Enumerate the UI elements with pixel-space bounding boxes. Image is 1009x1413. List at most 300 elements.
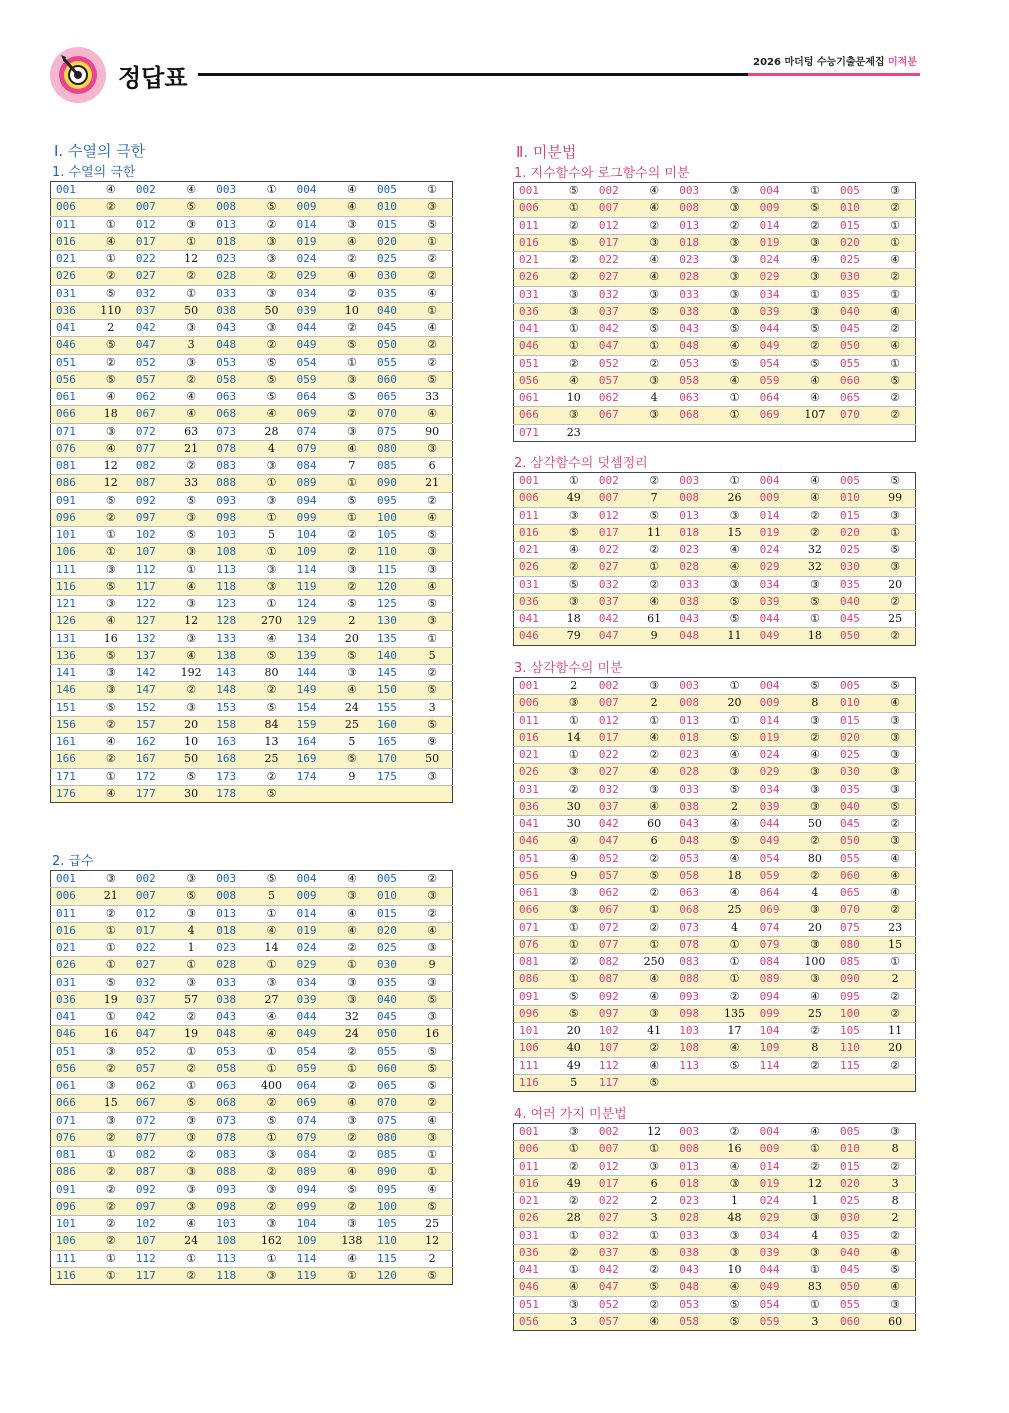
question-number: 093 <box>211 1181 251 1198</box>
answer-row <box>514 372 916 389</box>
answer-value: 5 <box>554 1074 594 1091</box>
question-number: 007 <box>594 1141 634 1158</box>
question-number: 077 <box>131 1129 171 1146</box>
answer-value: ⑤ <box>91 371 131 388</box>
answer-value: 83 <box>795 1279 835 1296</box>
answer-row <box>51 337 453 354</box>
answer-value: ① <box>714 473 754 490</box>
question-number: 035 <box>835 1227 875 1244</box>
answer-row <box>514 611 916 628</box>
question-number: 137 <box>131 647 171 664</box>
answer-value: ① <box>251 905 291 922</box>
answer-row <box>514 490 916 507</box>
answer-value: ② <box>875 1005 915 1022</box>
answer-value: 50 <box>251 302 291 319</box>
question-number: 065 <box>835 885 875 902</box>
answer-value: 21 <box>91 888 131 905</box>
answer-value <box>332 785 372 802</box>
question-number: 027 <box>131 957 171 974</box>
answer-value: ④ <box>714 885 754 902</box>
answer-value: ③ <box>714 183 754 200</box>
answer-value: 11 <box>875 1023 915 1040</box>
answer-value: ② <box>91 199 131 216</box>
answer-value: ⑤ <box>332 647 372 664</box>
answer-value: ⑤ <box>795 200 835 217</box>
answer-value: 6 <box>412 458 452 475</box>
question-number: 088 <box>211 475 251 492</box>
answer-value: ② <box>875 200 915 217</box>
question-number: 018 <box>211 922 251 939</box>
question-number: 021 <box>514 542 554 559</box>
answer-value: ④ <box>875 1244 915 1261</box>
answer-value: 60 <box>634 816 674 833</box>
question-number: 003 <box>674 473 714 490</box>
question-number: 051 <box>51 1043 91 1060</box>
answer-value: ③ <box>634 286 674 303</box>
answer-row <box>514 269 916 286</box>
question-number: 100 <box>372 509 412 526</box>
question-number: 101 <box>51 527 91 544</box>
answer-value: 18 <box>91 406 131 423</box>
question-number: 008 <box>674 695 714 712</box>
question-number: 032 <box>131 974 171 991</box>
question-number: 075 <box>372 423 412 440</box>
answer-row <box>51 182 453 199</box>
question-number: 028 <box>674 764 714 781</box>
answer-value: ① <box>714 954 754 971</box>
answer-value: ② <box>251 768 291 785</box>
answer-value: ① <box>875 524 915 541</box>
answer-value: ② <box>554 1193 594 1210</box>
question-number: 062 <box>594 390 634 407</box>
question-number: 002 <box>131 182 171 199</box>
question-number: 052 <box>594 355 634 372</box>
question-number: 053 <box>211 354 251 371</box>
answer-row <box>514 1040 916 1057</box>
question-number: 140 <box>372 647 412 664</box>
question-number: 058 <box>211 371 251 388</box>
question-number: 034 <box>755 1227 795 1244</box>
answer-value: ③ <box>714 252 754 269</box>
question-number: 031 <box>51 974 91 991</box>
answer-value: 2 <box>634 1193 674 1210</box>
answer-value: ⑤ <box>251 785 291 802</box>
answer-value: ⑤ <box>171 527 211 544</box>
answer-value: 2 <box>91 320 131 337</box>
answer-value: ⑤ <box>251 389 291 406</box>
question-number: 044 <box>755 611 795 628</box>
answer-row <box>514 850 916 867</box>
answer-value: ② <box>332 544 372 561</box>
question-number: 069 <box>292 1095 332 1112</box>
question-number: 081 <box>51 1147 91 1164</box>
answer-value: ④ <box>634 988 674 1005</box>
question-number: 118 <box>211 578 251 595</box>
question-number: 019 <box>292 922 332 939</box>
question-number: 070 <box>372 406 412 423</box>
answer-value: 50 <box>171 751 211 768</box>
question-number: 041 <box>514 816 554 833</box>
answer-value: ④ <box>875 695 915 712</box>
answer-value: ① <box>251 1043 291 1060</box>
question-number: 068 <box>211 406 251 423</box>
question-number: 058 <box>211 1060 251 1077</box>
question-number: 119 <box>292 1267 332 1284</box>
question-number: 002 <box>594 183 634 200</box>
question-number: 006 <box>514 490 554 507</box>
question-number: 109 <box>755 1040 795 1057</box>
answer-value: 50 <box>795 816 835 833</box>
answer-value: ① <box>714 936 754 953</box>
answer-value: ③ <box>332 561 372 578</box>
question-number: 035 <box>835 576 875 593</box>
answer-value: ② <box>634 1296 674 1313</box>
answer-row <box>514 252 916 269</box>
answer-value: ④ <box>332 233 372 250</box>
question-number: 092 <box>594 988 634 1005</box>
answer-value: ③ <box>875 833 915 850</box>
answer-value: ① <box>251 957 291 974</box>
answer-value: ① <box>714 971 754 988</box>
answer-value: ③ <box>251 561 291 578</box>
answer-value: ② <box>554 559 594 576</box>
answer-value: ① <box>171 561 211 578</box>
answer-value: 5 <box>251 888 291 905</box>
answer-value: 20 <box>795 919 835 936</box>
answer-value: ④ <box>332 440 372 457</box>
answer-row <box>51 423 453 440</box>
question-number: 178 <box>211 785 251 802</box>
question-number: 008 <box>674 1141 714 1158</box>
answer-row <box>514 971 916 988</box>
answer-row <box>514 321 916 338</box>
answer-value: ④ <box>875 850 915 867</box>
question-number: 048 <box>211 1026 251 1043</box>
page-header <box>0 0 1009 120</box>
question-number: 038 <box>211 302 251 319</box>
question-number: 152 <box>131 699 171 716</box>
answer-value: ④ <box>634 971 674 988</box>
question-number: 139 <box>292 647 332 664</box>
answer-row <box>51 699 453 716</box>
answer-value: ③ <box>795 971 835 988</box>
question-number: 082 <box>131 458 171 475</box>
question-number: 029 <box>755 1210 795 1227</box>
question-number: 036 <box>514 798 554 815</box>
answer-value: ② <box>91 1233 131 1250</box>
answer-value: ③ <box>634 781 674 798</box>
answer-value: 2 <box>714 798 754 815</box>
answer-row <box>51 1181 453 1198</box>
answer-value: 49 <box>554 1175 594 1192</box>
question-number: 013 <box>674 1158 714 1175</box>
answer-value: ③ <box>251 458 291 475</box>
answer-value: ③ <box>412 940 452 957</box>
question-number: 075 <box>835 919 875 936</box>
answer-value: ③ <box>795 303 835 320</box>
answer-value: ② <box>171 1147 211 1164</box>
answer-value: ⑤ <box>171 768 211 785</box>
question-number: 051 <box>514 850 554 867</box>
question-number: 130 <box>372 613 412 630</box>
answer-value: ④ <box>412 509 452 526</box>
question-number: 044 <box>755 816 795 833</box>
answer-value: ② <box>251 682 291 699</box>
answer-value: ④ <box>795 490 835 507</box>
answer-row <box>51 1026 453 1043</box>
answer-value: 9 <box>554 867 594 884</box>
question-number: 084 <box>292 1147 332 1164</box>
answer-row <box>514 355 916 372</box>
question-number: 123 <box>211 596 251 613</box>
question-number: 073 <box>211 1112 251 1129</box>
question-number: 025 <box>835 1193 875 1210</box>
question-number: 052 <box>594 1296 634 1313</box>
question-number: 015 <box>835 507 875 524</box>
question-number: 129 <box>292 613 332 630</box>
question-number: 161 <box>51 734 91 751</box>
answer-value: 3 <box>412 699 452 716</box>
answer-value: ③ <box>412 613 452 630</box>
question-number: 095 <box>835 988 875 1005</box>
question-number: 083 <box>674 954 714 971</box>
answer-value: ① <box>554 338 594 355</box>
question-number: 056 <box>51 1060 91 1077</box>
answer-row <box>514 1158 916 1175</box>
answer-value: 12 <box>795 1175 835 1192</box>
question-number: 115 <box>835 1057 875 1074</box>
answer-value: ③ <box>171 1112 211 1129</box>
answer-value: ② <box>795 1158 835 1175</box>
answer-value: ① <box>634 338 674 355</box>
question-number: 127 <box>131 613 171 630</box>
question-number: 169 <box>292 751 332 768</box>
answer-value: ⑤ <box>251 371 291 388</box>
question-number: 051 <box>514 1296 554 1313</box>
question-number: 020 <box>835 524 875 541</box>
question-number: 031 <box>514 286 554 303</box>
question-number: 011 <box>514 1158 554 1175</box>
question-number: 022 <box>131 251 171 268</box>
answer-value: ① <box>634 1141 674 1158</box>
question-number: 101 <box>514 1023 554 1040</box>
answer-value: ② <box>634 473 674 490</box>
question-number: 015 <box>835 217 875 234</box>
question-number: 068 <box>674 407 714 424</box>
question-number: 069 <box>755 902 795 919</box>
answer-value: ③ <box>875 1124 915 1141</box>
answer-value: ⑤ <box>332 492 372 509</box>
section-title-various-derivatives: 4. 여러 가지 미분법 <box>514 1107 627 1122</box>
answer-value: ③ <box>171 354 211 371</box>
answer-value: ② <box>332 1198 372 1215</box>
answer-value: 15 <box>714 524 754 541</box>
answer-value: ② <box>332 1129 372 1146</box>
answer-value: ② <box>875 407 915 424</box>
title-divider-accent <box>748 73 920 76</box>
question-number: 093 <box>674 988 714 1005</box>
answer-value: ① <box>91 1267 131 1284</box>
answer-value: ② <box>412 354 452 371</box>
question-number: 170 <box>372 751 412 768</box>
question-number: 022 <box>594 1193 634 1210</box>
question-number: 027 <box>594 269 634 286</box>
answer-row <box>514 303 916 320</box>
question-number: 094 <box>755 988 795 1005</box>
answer-value: ④ <box>91 440 131 457</box>
question-number: 053 <box>211 1043 251 1060</box>
answer-value: ⑤ <box>634 1279 674 1296</box>
answer-value: 7 <box>634 490 674 507</box>
question-number: 005 <box>835 183 875 200</box>
question-number: 018 <box>674 524 714 541</box>
answer-value: ⑤ <box>795 678 835 695</box>
answer-value: ⑤ <box>412 527 452 544</box>
answer-row <box>514 473 916 490</box>
question-number: 088 <box>674 971 714 988</box>
answer-row <box>51 1060 453 1077</box>
question-number: 004 <box>755 183 795 200</box>
question-number: 049 <box>292 1026 332 1043</box>
answer-value: 84 <box>251 716 291 733</box>
answer-value: ④ <box>251 922 291 939</box>
answer-row <box>51 509 453 526</box>
question-number: 051 <box>514 355 554 372</box>
question-number: 019 <box>755 729 795 746</box>
question-number: 074 <box>292 1112 332 1129</box>
answer-value: 10 <box>332 302 372 319</box>
question-number: 060 <box>372 1060 412 1077</box>
question-number: 056 <box>514 867 554 884</box>
question-number: 135 <box>372 630 412 647</box>
question-number: 025 <box>372 940 412 957</box>
question-number: 045 <box>835 611 875 628</box>
answer-value: ① <box>795 1262 835 1279</box>
answer-value: ④ <box>634 252 674 269</box>
answer-value: ③ <box>714 303 754 320</box>
answer-value: ⑤ <box>412 1198 452 1215</box>
answer-value: ④ <box>412 285 452 302</box>
question-number: 016 <box>514 729 554 746</box>
answer-value: 9 <box>412 957 452 974</box>
answer-value: 12 <box>171 251 211 268</box>
question-number: 032 <box>594 781 634 798</box>
question-number: 013 <box>211 216 251 233</box>
question-number: 113 <box>674 1057 714 1074</box>
question-number: 004 <box>292 182 332 199</box>
answer-value: ② <box>91 905 131 922</box>
question-number: 005 <box>835 678 875 695</box>
question-number: 050 <box>835 833 875 850</box>
answer-value: ④ <box>714 816 754 833</box>
question-number: 062 <box>131 1078 171 1095</box>
answer-value: 19 <box>91 991 131 1008</box>
answer-value: ② <box>91 751 131 768</box>
question-number: 014 <box>292 905 332 922</box>
answer-value: ① <box>412 1164 452 1181</box>
question-number: 121 <box>51 596 91 613</box>
answer-value: ④ <box>795 390 835 407</box>
answer-value: 48 <box>714 1210 754 1227</box>
answer-value: ① <box>91 251 131 268</box>
question-number: 082 <box>131 1147 171 1164</box>
answer-row <box>51 682 453 699</box>
question-number: 058 <box>674 867 714 884</box>
answer-value: ⑤ <box>412 682 452 699</box>
question-number: 007 <box>594 695 634 712</box>
answer-row <box>514 764 916 781</box>
answer-value: ④ <box>875 867 915 884</box>
question-number: 142 <box>131 665 171 682</box>
answer-row <box>514 1023 916 1040</box>
question-number: 018 <box>211 233 251 250</box>
answer-value: 32 <box>332 1009 372 1026</box>
question-number: 029 <box>755 764 795 781</box>
answer-value: ③ <box>332 974 372 991</box>
answer-value: ④ <box>332 871 372 888</box>
answer-value: ④ <box>875 1279 915 1296</box>
question-number: 040 <box>835 593 875 610</box>
answer-value: ③ <box>171 974 211 991</box>
answer-value: ④ <box>412 578 452 595</box>
question-number: 052 <box>594 850 634 867</box>
question-number: 036 <box>51 302 91 319</box>
question-number: 114 <box>292 1250 332 1267</box>
answer-value: ② <box>795 833 835 850</box>
answer-value: ② <box>171 1009 211 1026</box>
answer-row <box>514 919 916 936</box>
answer-value: ① <box>554 971 594 988</box>
question-number: 143 <box>211 665 251 682</box>
answer-value: ⑤ <box>251 199 291 216</box>
answer-value: ③ <box>554 286 594 303</box>
answer-value: ③ <box>412 768 452 785</box>
question-number: 096 <box>51 1198 91 1215</box>
answer-value: ⑤ <box>412 991 452 1008</box>
question-number: 001 <box>51 182 91 199</box>
question-number: 157 <box>131 716 171 733</box>
question-number: 107 <box>594 1040 634 1057</box>
question-number: 035 <box>372 974 412 991</box>
question-number: 024 <box>755 747 795 764</box>
answer-row <box>514 816 916 833</box>
question-number: 046 <box>51 1026 91 1043</box>
question-number: 082 <box>594 954 634 971</box>
answer-value: ⑤ <box>875 1262 915 1279</box>
question-number: 021 <box>514 252 554 269</box>
question-number: 088 <box>211 1164 251 1181</box>
answer-value: ④ <box>332 1095 372 1112</box>
question-number: 061 <box>51 389 91 406</box>
answer-value: 21 <box>171 440 211 457</box>
answer-value: ① <box>251 1250 291 1267</box>
answer-value: ③ <box>875 764 915 781</box>
question-number: 009 <box>755 1141 795 1158</box>
answer-value: 12 <box>91 475 131 492</box>
answer-value: ⑤ <box>91 492 131 509</box>
answer-value: ⑤ <box>91 699 131 716</box>
question-number: 010 <box>835 490 875 507</box>
answer-value: ② <box>875 269 915 286</box>
question-number: 003 <box>211 871 251 888</box>
answer-value: 24 <box>171 1233 211 1250</box>
answer-value: ② <box>91 716 131 733</box>
answer-value: ① <box>91 1250 131 1267</box>
question-number: 012 <box>594 507 634 524</box>
question-number: 010 <box>372 888 412 905</box>
question-number: 108 <box>211 1233 251 1250</box>
question-number: 097 <box>594 1005 634 1022</box>
